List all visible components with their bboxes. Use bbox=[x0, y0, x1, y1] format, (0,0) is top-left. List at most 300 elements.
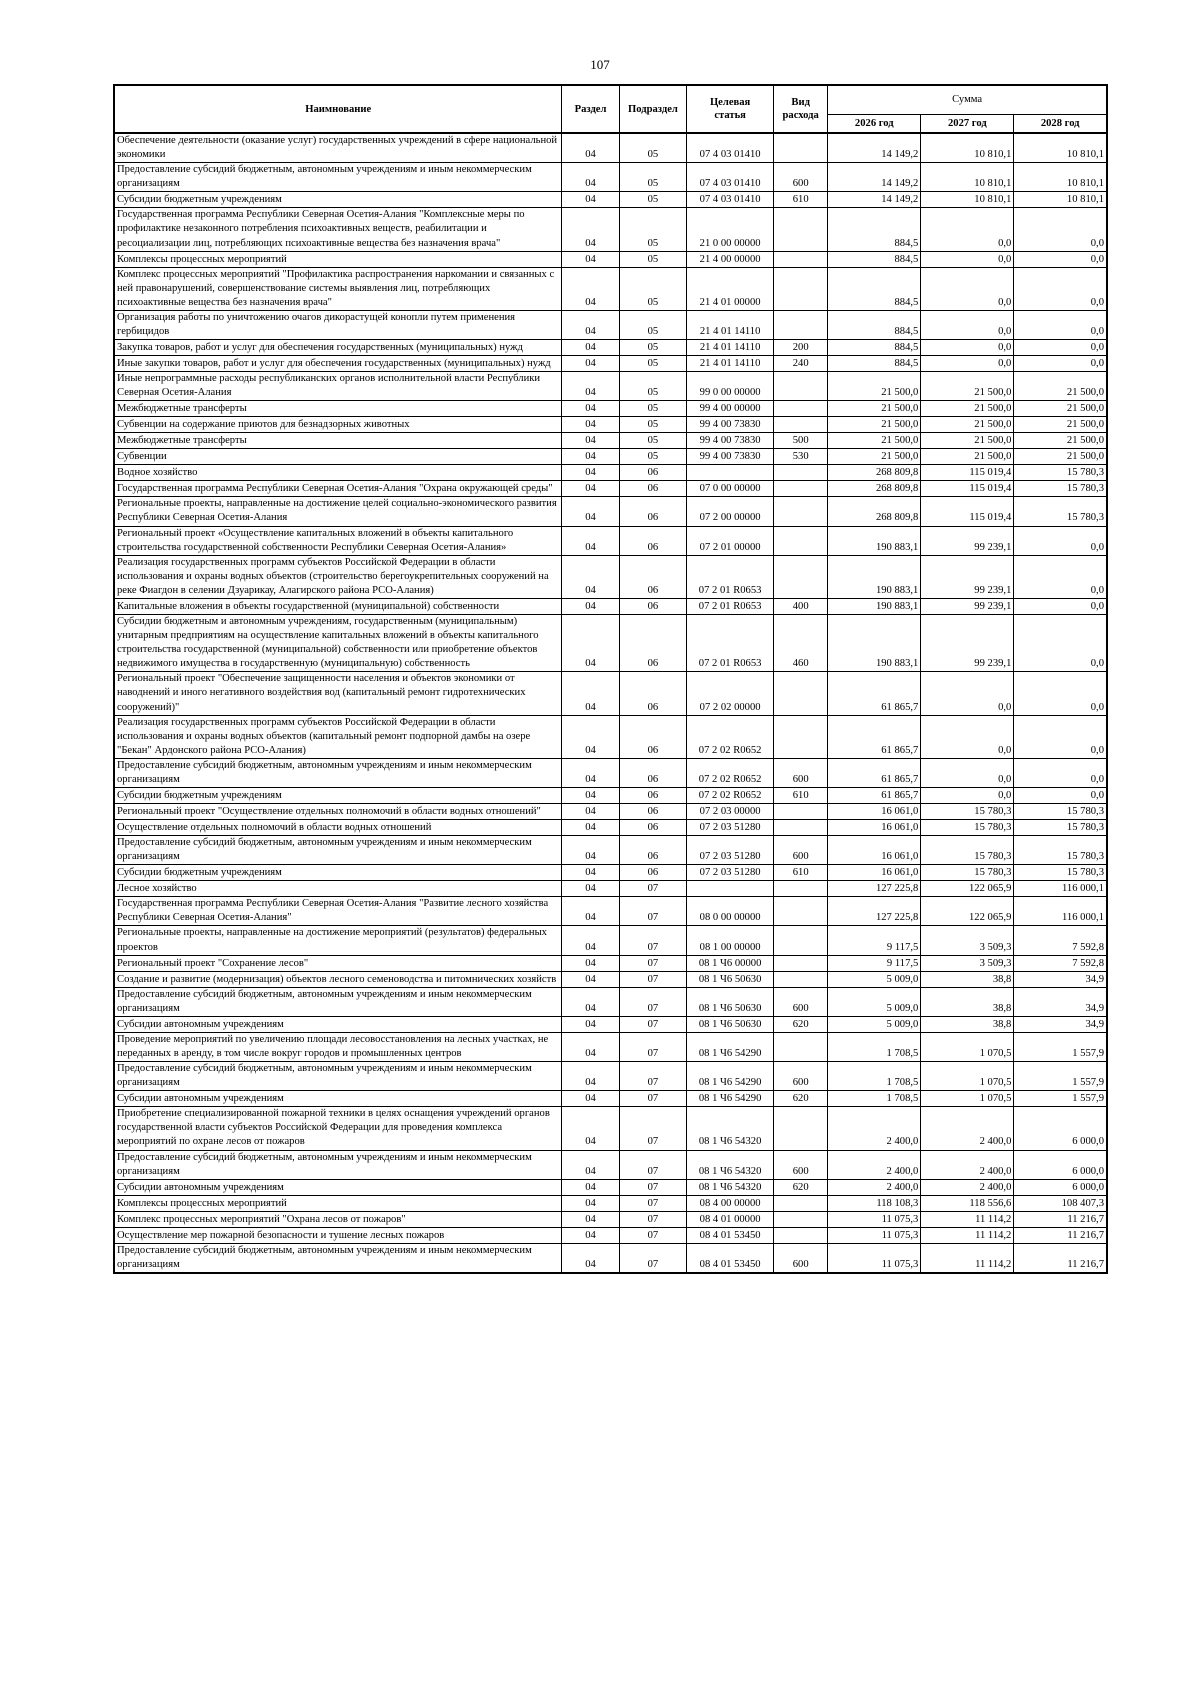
row-sum-2028: 10 810,1 bbox=[1014, 192, 1107, 208]
row-section: 04 bbox=[562, 1016, 619, 1032]
row-target-article: 08 1 Ч6 54320 bbox=[687, 1107, 774, 1150]
table-row bbox=[114, 465, 1107, 481]
row-sum-2027: 0,0 bbox=[921, 788, 1014, 804]
row-target-article: 07 2 01 R0653 bbox=[687, 555, 774, 598]
row-sum-2027: 15 780,3 bbox=[921, 804, 1014, 820]
header-subsection: Подраздел bbox=[619, 85, 686, 133]
row-expense-type: 620 bbox=[774, 1091, 828, 1107]
row-target-article: 07 2 03 51280 bbox=[687, 836, 774, 865]
row-sum-2028: 1 557,9 bbox=[1014, 1032, 1107, 1061]
row-target-article: 07 2 02 R0652 bbox=[687, 788, 774, 804]
row-sum-2026: 268 809,8 bbox=[828, 465, 921, 481]
row-sum-2028: 0,0 bbox=[1014, 715, 1107, 758]
row-sum-2026: 2 400,0 bbox=[828, 1107, 921, 1150]
page-number: 107 bbox=[590, 57, 610, 72]
row-target-article: 99 4 00 00000 bbox=[687, 401, 774, 417]
header-target-article bbox=[687, 85, 774, 133]
row-subsection: 07 bbox=[619, 897, 686, 926]
row-subsection: 05 bbox=[619, 401, 686, 417]
row-section: 04 bbox=[562, 481, 619, 497]
row-section: 04 bbox=[562, 987, 619, 1016]
header-target-line2: статья bbox=[714, 110, 746, 121]
row-sum-2028: 7 592,8 bbox=[1014, 926, 1107, 955]
row-expense-type bbox=[774, 310, 828, 339]
row-section: 04 bbox=[562, 865, 619, 881]
row-sum-2026: 61 865,7 bbox=[828, 758, 921, 787]
row-subsection: 05 bbox=[619, 267, 686, 310]
row-subsection: 05 bbox=[619, 310, 686, 339]
row-sum-2028: 0,0 bbox=[1014, 598, 1107, 614]
row-expense-type: 460 bbox=[774, 614, 828, 671]
row-expense-type bbox=[774, 804, 828, 820]
row-sum-2028: 11 216,7 bbox=[1014, 1227, 1107, 1243]
row-expense-type bbox=[774, 417, 828, 433]
row-subsection: 05 bbox=[619, 372, 686, 401]
row-sum-2026: 884,5 bbox=[828, 251, 921, 267]
row-sum-2026: 14 149,2 bbox=[828, 163, 921, 192]
row-sum-2028: 21 500,0 bbox=[1014, 417, 1107, 433]
row-subsection: 07 bbox=[619, 971, 686, 987]
table-row bbox=[114, 163, 1107, 192]
row-sum-2028: 116 000,1 bbox=[1014, 897, 1107, 926]
row-sum-2026: 61 865,7 bbox=[828, 672, 921, 715]
row-target-article bbox=[687, 881, 774, 897]
row-subsection: 05 bbox=[619, 356, 686, 372]
row-target-article: 07 2 03 51280 bbox=[687, 865, 774, 881]
row-section: 04 bbox=[562, 133, 619, 163]
table-row bbox=[114, 715, 1107, 758]
row-section: 04 bbox=[562, 804, 619, 820]
row-sum-2028: 0,0 bbox=[1014, 526, 1107, 555]
row-sum-2027: 2 400,0 bbox=[921, 1107, 1014, 1150]
row-expense-type bbox=[774, 1211, 828, 1227]
row-sum-2027: 11 114,2 bbox=[921, 1211, 1014, 1227]
table-row bbox=[114, 955, 1107, 971]
row-expense-type bbox=[774, 1227, 828, 1243]
row-target-article: 07 4 03 01410 bbox=[687, 192, 774, 208]
row-sum-2026: 5 009,0 bbox=[828, 1016, 921, 1032]
row-name: Региональный проект «Осуществление капитальных вложений в объекты капитального строительства государственной собственности Республики Северная Осетия-Алания» bbox=[114, 526, 562, 555]
row-sum-2026: 884,5 bbox=[828, 267, 921, 310]
table-row bbox=[114, 1211, 1107, 1227]
row-name: Предоставление субсидий бюджетным, автономным учреждениям и иным некоммерческим организациям bbox=[114, 836, 562, 865]
row-expense-type bbox=[774, 401, 828, 417]
row-sum-2026: 21 500,0 bbox=[828, 401, 921, 417]
table-row bbox=[114, 251, 1107, 267]
row-sum-2026: 190 883,1 bbox=[828, 526, 921, 555]
row-sum-2026: 190 883,1 bbox=[828, 614, 921, 671]
row-sum-2026: 14 149,2 bbox=[828, 133, 921, 163]
header-expense-line1: Вид bbox=[791, 97, 810, 108]
row-section: 04 bbox=[562, 251, 619, 267]
row-expense-type: 600 bbox=[774, 1150, 828, 1179]
row-name: Водное хозяйство bbox=[114, 465, 562, 481]
row-subsection: 05 bbox=[619, 208, 686, 251]
row-sum-2028: 21 500,0 bbox=[1014, 433, 1107, 449]
row-name: Комплексы процессных мероприятий bbox=[114, 251, 562, 267]
row-target-article: 08 4 00 00000 bbox=[687, 1195, 774, 1211]
table-row bbox=[114, 340, 1107, 356]
row-section: 04 bbox=[562, 598, 619, 614]
row-section: 04 bbox=[562, 788, 619, 804]
row-sum-2027: 21 500,0 bbox=[921, 417, 1014, 433]
row-subsection: 07 bbox=[619, 987, 686, 1016]
row-expense-type bbox=[774, 526, 828, 555]
row-target-article: 21 4 00 00000 bbox=[687, 251, 774, 267]
row-target-article: 08 1 Ч6 54320 bbox=[687, 1150, 774, 1179]
row-section: 04 bbox=[562, 555, 619, 598]
row-name: Предоставление субсидий бюджетным, автономным учреждениям и иным некоммерческим организациям bbox=[114, 1150, 562, 1179]
row-name: Субсидии бюджетным учреждениям bbox=[114, 788, 562, 804]
row-sum-2027: 38,8 bbox=[921, 987, 1014, 1016]
row-target-article: 21 4 01 14110 bbox=[687, 356, 774, 372]
table-row bbox=[114, 192, 1107, 208]
row-target-article: 08 1 Ч6 54290 bbox=[687, 1091, 774, 1107]
row-name: Иные закупки товаров, работ и услуг для обеспечения государственных (муниципальных) нужд bbox=[114, 356, 562, 372]
row-sum-2026: 21 500,0 bbox=[828, 433, 921, 449]
row-expense-type: 500 bbox=[774, 433, 828, 449]
header-section: Раздел bbox=[562, 85, 619, 133]
row-section: 04 bbox=[562, 449, 619, 465]
row-name: Региональные проекты, направленные на достижение целей социально-экономического развития Республики Северная Осетия-Алания bbox=[114, 497, 562, 526]
row-target-article: 07 2 02 R0652 bbox=[687, 758, 774, 787]
row-subsection: 07 bbox=[619, 1062, 686, 1091]
row-sum-2027: 0,0 bbox=[921, 251, 1014, 267]
table-row bbox=[114, 1062, 1107, 1091]
table-row bbox=[114, 971, 1107, 987]
row-target-article: 99 0 00 00000 bbox=[687, 372, 774, 401]
row-sum-2027: 99 239,1 bbox=[921, 555, 1014, 598]
row-sum-2026: 11 075,3 bbox=[828, 1211, 921, 1227]
row-sum-2027: 10 810,1 bbox=[921, 133, 1014, 163]
row-name: Комплексы процессных мероприятий bbox=[114, 1195, 562, 1211]
row-section: 04 bbox=[562, 836, 619, 865]
row-expense-type: 600 bbox=[774, 987, 828, 1016]
row-target-article: 21 0 00 00000 bbox=[687, 208, 774, 251]
row-sum-2028: 116 000,1 bbox=[1014, 881, 1107, 897]
row-subsection: 06 bbox=[619, 865, 686, 881]
row-sum-2026: 21 500,0 bbox=[828, 449, 921, 465]
row-subsection: 07 bbox=[619, 1150, 686, 1179]
row-name: Субсидии бюджетным учреждениям bbox=[114, 192, 562, 208]
row-sum-2028: 7 592,8 bbox=[1014, 955, 1107, 971]
row-expense-type: 610 bbox=[774, 192, 828, 208]
table-row bbox=[114, 310, 1107, 339]
table-row bbox=[114, 672, 1107, 715]
table-row bbox=[114, 897, 1107, 926]
row-target-article: 07 2 01 R0653 bbox=[687, 598, 774, 614]
row-sum-2026: 2 400,0 bbox=[828, 1179, 921, 1195]
row-sum-2028: 0,0 bbox=[1014, 788, 1107, 804]
row-section: 04 bbox=[562, 1032, 619, 1061]
row-sum-2026: 14 149,2 bbox=[828, 192, 921, 208]
row-sum-2026: 127 225,8 bbox=[828, 881, 921, 897]
row-name: Субвенции на содержание приютов для безнадзорных животных bbox=[114, 417, 562, 433]
table-row bbox=[114, 449, 1107, 465]
table-row bbox=[114, 497, 1107, 526]
row-target-article: 99 4 00 73830 bbox=[687, 449, 774, 465]
row-sum-2026: 118 108,3 bbox=[828, 1195, 921, 1211]
row-name: Субсидии автономным учреждениям bbox=[114, 1179, 562, 1195]
row-sum-2026: 5 009,0 bbox=[828, 987, 921, 1016]
row-subsection: 07 bbox=[619, 1179, 686, 1195]
row-sum-2027: 38,8 bbox=[921, 971, 1014, 987]
row-sum-2027: 99 239,1 bbox=[921, 526, 1014, 555]
row-section: 04 bbox=[562, 356, 619, 372]
row-sum-2028: 15 780,3 bbox=[1014, 820, 1107, 836]
row-target-article: 07 2 01 R0653 bbox=[687, 614, 774, 671]
table-row bbox=[114, 987, 1107, 1016]
row-section: 04 bbox=[562, 372, 619, 401]
row-sum-2026: 127 225,8 bbox=[828, 897, 921, 926]
row-expense-type bbox=[774, 251, 828, 267]
row-section: 04 bbox=[562, 1195, 619, 1211]
header-name: Наимнование bbox=[114, 85, 562, 133]
row-expense-type bbox=[774, 926, 828, 955]
row-target-article: 07 0 00 00000 bbox=[687, 481, 774, 497]
row-target-article: 07 2 00 00000 bbox=[687, 497, 774, 526]
row-name: Региональный проект "Обеспечение защищенности населения и объектов экономики от наводнений и иного негативного воздействия вод (капитальный ремонт гидротехнических сооружений)" bbox=[114, 672, 562, 715]
row-sum-2026: 11 075,3 bbox=[828, 1227, 921, 1243]
row-sum-2026: 21 500,0 bbox=[828, 417, 921, 433]
row-sum-2026: 9 117,5 bbox=[828, 926, 921, 955]
row-sum-2026: 884,5 bbox=[828, 208, 921, 251]
row-section: 04 bbox=[562, 715, 619, 758]
table-row bbox=[114, 614, 1107, 671]
header-year-2028: 2028 год bbox=[1014, 114, 1107, 133]
table-row bbox=[114, 1227, 1107, 1243]
row-target-article: 21 4 01 14110 bbox=[687, 310, 774, 339]
table-row bbox=[114, 788, 1107, 804]
row-sum-2027: 115 019,4 bbox=[921, 481, 1014, 497]
row-section: 04 bbox=[562, 971, 619, 987]
row-sum-2026: 190 883,1 bbox=[828, 555, 921, 598]
table-body bbox=[114, 133, 1107, 1273]
row-sum-2028: 15 780,3 bbox=[1014, 836, 1107, 865]
table-row bbox=[114, 804, 1107, 820]
row-name: Реализация государственных программ субъектов Российской Федерации в области использования и охраны водных объектов (капитальный ремонт подпорной дамбы на озере "Бекан" Ардонского района РСО-Алания) bbox=[114, 715, 562, 758]
row-subsection: 07 bbox=[619, 1107, 686, 1150]
row-name: Предоставление субсидий бюджетным, автономным учреждениям и иным некоммерческим организациям bbox=[114, 987, 562, 1016]
table-row bbox=[114, 1107, 1107, 1150]
row-name: Иные непрограммные расходы республиканских органов исполнительной власти Республики Северная Осетия-Алания bbox=[114, 372, 562, 401]
table-row bbox=[114, 267, 1107, 310]
row-target-article: 08 1 Ч6 50630 bbox=[687, 987, 774, 1016]
row-sum-2028: 15 780,3 bbox=[1014, 865, 1107, 881]
row-section: 04 bbox=[562, 526, 619, 555]
row-section: 04 bbox=[562, 614, 619, 671]
row-name: Обеспечение деятельности (оказание услуг) государственных учреждений в сфере национальной экономики bbox=[114, 133, 562, 163]
row-sum-2026: 1 708,5 bbox=[828, 1062, 921, 1091]
row-section: 04 bbox=[562, 897, 619, 926]
row-subsection: 06 bbox=[619, 497, 686, 526]
row-sum-2026: 268 809,8 bbox=[828, 481, 921, 497]
row-expense-type bbox=[774, 971, 828, 987]
table-row bbox=[114, 926, 1107, 955]
row-sum-2027: 0,0 bbox=[921, 267, 1014, 310]
row-sum-2026: 21 500,0 bbox=[828, 372, 921, 401]
row-name: Межбюджетные трансферты bbox=[114, 433, 562, 449]
row-section: 04 bbox=[562, 192, 619, 208]
row-section: 04 bbox=[562, 881, 619, 897]
row-subsection: 07 bbox=[619, 1243, 686, 1273]
row-name: Создание и развитие (модернизация) объектов лесного семеноводства и питомнических хозяйств bbox=[114, 971, 562, 987]
row-sum-2028: 0,0 bbox=[1014, 340, 1107, 356]
row-subsection: 07 bbox=[619, 926, 686, 955]
row-subsection: 05 bbox=[619, 449, 686, 465]
table-row bbox=[114, 1195, 1107, 1211]
row-target-article: 08 4 01 00000 bbox=[687, 1211, 774, 1227]
row-sum-2028: 6 000,0 bbox=[1014, 1150, 1107, 1179]
row-sum-2028: 0,0 bbox=[1014, 555, 1107, 598]
row-sum-2027: 0,0 bbox=[921, 758, 1014, 787]
row-subsection: 07 bbox=[619, 881, 686, 897]
row-expense-type: 610 bbox=[774, 788, 828, 804]
header-sum: Сумма bbox=[828, 85, 1107, 114]
table-row bbox=[114, 598, 1107, 614]
table-row bbox=[114, 1032, 1107, 1061]
row-sum-2028: 1 557,9 bbox=[1014, 1062, 1107, 1091]
table-row bbox=[114, 555, 1107, 598]
row-section: 04 bbox=[562, 465, 619, 481]
row-sum-2026: 268 809,8 bbox=[828, 497, 921, 526]
row-section: 04 bbox=[562, 208, 619, 251]
row-subsection: 05 bbox=[619, 133, 686, 163]
row-sum-2027: 21 500,0 bbox=[921, 449, 1014, 465]
row-section: 04 bbox=[562, 1179, 619, 1195]
row-sum-2026: 884,5 bbox=[828, 310, 921, 339]
row-section: 04 bbox=[562, 672, 619, 715]
row-subsection: 06 bbox=[619, 481, 686, 497]
row-section: 04 bbox=[562, 310, 619, 339]
row-name: Субсидии бюджетным учреждениям bbox=[114, 865, 562, 881]
row-expense-type: 240 bbox=[774, 356, 828, 372]
row-section: 04 bbox=[562, 163, 619, 192]
row-name: Предоставление субсидий бюджетным, автономным учреждениям и иным некоммерческим организациям bbox=[114, 1062, 562, 1091]
table-row bbox=[114, 133, 1107, 163]
row-target-article: 08 0 00 00000 bbox=[687, 897, 774, 926]
row-expense-type bbox=[774, 715, 828, 758]
row-sum-2026: 1 708,5 bbox=[828, 1091, 921, 1107]
row-section: 04 bbox=[562, 1107, 619, 1150]
row-sum-2027: 0,0 bbox=[921, 672, 1014, 715]
row-target-article: 21 4 01 14110 bbox=[687, 340, 774, 356]
row-section: 04 bbox=[562, 926, 619, 955]
row-sum-2027: 99 239,1 bbox=[921, 614, 1014, 671]
table-row bbox=[114, 881, 1107, 897]
row-section: 04 bbox=[562, 1150, 619, 1179]
row-expense-type: 620 bbox=[774, 1016, 828, 1032]
row-section: 04 bbox=[562, 1211, 619, 1227]
row-name: Субсидии автономным учреждениям bbox=[114, 1091, 562, 1107]
row-target-article: 07 2 03 51280 bbox=[687, 820, 774, 836]
row-name: Закупка товаров, работ и услуг для обеспечения государственных (муниципальных) нужд bbox=[114, 340, 562, 356]
row-sum-2027: 0,0 bbox=[921, 208, 1014, 251]
row-subsection: 06 bbox=[619, 836, 686, 865]
row-target-article: 99 4 00 73830 bbox=[687, 433, 774, 449]
row-section: 04 bbox=[562, 497, 619, 526]
row-sum-2028: 15 780,3 bbox=[1014, 481, 1107, 497]
row-sum-2027: 1 070,5 bbox=[921, 1091, 1014, 1107]
table-row bbox=[114, 820, 1107, 836]
table-row bbox=[114, 1150, 1107, 1179]
row-target-article: 21 4 01 00000 bbox=[687, 267, 774, 310]
row-sum-2026: 61 865,7 bbox=[828, 715, 921, 758]
row-subsection: 07 bbox=[619, 1227, 686, 1243]
row-sum-2027: 115 019,4 bbox=[921, 465, 1014, 481]
row-sum-2026: 9 117,5 bbox=[828, 955, 921, 971]
row-sum-2028: 11 216,7 bbox=[1014, 1243, 1107, 1273]
row-section: 04 bbox=[562, 1243, 619, 1273]
row-target-article: 07 2 01 00000 bbox=[687, 526, 774, 555]
row-name: Осуществление отдельных полномочий в области водных отношений bbox=[114, 820, 562, 836]
row-name: Предоставление субсидий бюджетным, автономным учреждениям и иным некоммерческим организациям bbox=[114, 163, 562, 192]
header-year-2027: 2027 год bbox=[921, 114, 1014, 133]
row-subsection: 06 bbox=[619, 526, 686, 555]
row-sum-2027: 11 114,2 bbox=[921, 1243, 1014, 1273]
row-sum-2027: 21 500,0 bbox=[921, 401, 1014, 417]
row-name: Региональный проект "Осуществление отдельных полномочий в области водных отношений" bbox=[114, 804, 562, 820]
row-name: Организация работы по уничтожению очагов дикорастущей конопли путем применения гербицидов bbox=[114, 310, 562, 339]
row-expense-type bbox=[774, 820, 828, 836]
row-sum-2026: 61 865,7 bbox=[828, 788, 921, 804]
row-sum-2026: 1 708,5 bbox=[828, 1032, 921, 1061]
row-sum-2027: 38,8 bbox=[921, 1016, 1014, 1032]
table-row bbox=[114, 401, 1107, 417]
row-section: 04 bbox=[562, 820, 619, 836]
row-sum-2028: 0,0 bbox=[1014, 267, 1107, 310]
row-expense-type bbox=[774, 481, 828, 497]
row-sum-2027: 2 400,0 bbox=[921, 1150, 1014, 1179]
row-sum-2028: 0,0 bbox=[1014, 310, 1107, 339]
row-name: Комплекс процессных мероприятий "Охрана лесов от пожаров" bbox=[114, 1211, 562, 1227]
row-subsection: 05 bbox=[619, 433, 686, 449]
row-target-article: 07 4 03 01410 bbox=[687, 133, 774, 163]
row-subsection: 05 bbox=[619, 163, 686, 192]
row-expense-type: 530 bbox=[774, 449, 828, 465]
table-row bbox=[114, 356, 1107, 372]
row-expense-type bbox=[774, 497, 828, 526]
row-target-article: 07 2 02 R0652 bbox=[687, 715, 774, 758]
row-sum-2028: 10 810,1 bbox=[1014, 133, 1107, 163]
row-sum-2026: 16 061,0 bbox=[828, 836, 921, 865]
row-target-article: 99 4 00 73830 bbox=[687, 417, 774, 433]
row-name: Государственная программа Республики Северная Осетия-Алания "Охрана окружающей среды" bbox=[114, 481, 562, 497]
row-target-article: 07 2 03 00000 bbox=[687, 804, 774, 820]
row-expense-type: 610 bbox=[774, 865, 828, 881]
row-expense-type bbox=[774, 897, 828, 926]
row-sum-2026: 11 075,3 bbox=[828, 1243, 921, 1273]
table-row bbox=[114, 417, 1107, 433]
table-row bbox=[114, 836, 1107, 865]
row-expense-type bbox=[774, 1107, 828, 1150]
row-expense-type: 600 bbox=[774, 836, 828, 865]
row-section: 04 bbox=[562, 1091, 619, 1107]
row-target-article: 08 1 Ч6 50630 bbox=[687, 971, 774, 987]
row-subsection: 06 bbox=[619, 555, 686, 598]
row-sum-2026: 5 009,0 bbox=[828, 971, 921, 987]
row-subsection: 07 bbox=[619, 1032, 686, 1061]
row-sum-2026: 884,5 bbox=[828, 356, 921, 372]
row-sum-2026: 16 061,0 bbox=[828, 804, 921, 820]
row-sum-2028: 15 780,3 bbox=[1014, 497, 1107, 526]
row-expense-type bbox=[774, 1032, 828, 1061]
row-expense-type: 400 bbox=[774, 598, 828, 614]
row-target-article: 08 4 01 53450 bbox=[687, 1227, 774, 1243]
row-sum-2028: 0,0 bbox=[1014, 356, 1107, 372]
row-sum-2028: 21 500,0 bbox=[1014, 449, 1107, 465]
table-header bbox=[114, 85, 1107, 133]
